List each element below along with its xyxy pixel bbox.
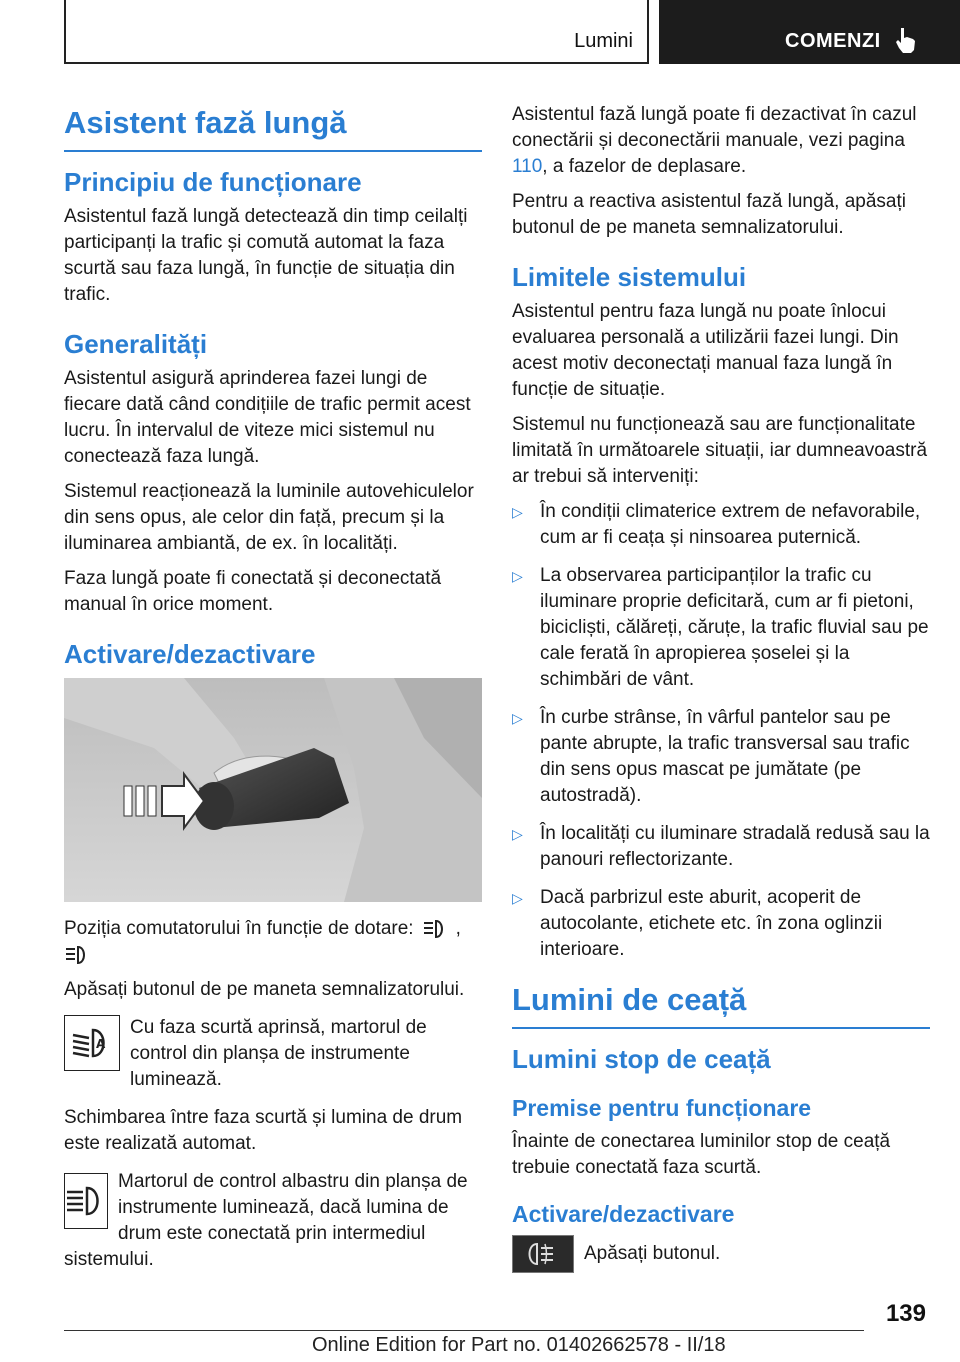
list-item-text: La observarea participanților la trafic cu iluminare proprie deficitară, cum ar fi pietoni, bicicliști, călăreți, căruțe, la trafic fluvial sau pe cale ferată în apropierea șoselei și la schimbări de vânt.	[540, 565, 929, 690]
paragraph-generalitati-2: Sistemul reacționează la luminile autovehiculelor din sens opus, ale celor din față, precum și la iluminarea ambiantă, de ex. în localități.	[64, 481, 474, 554]
paragraph-apasati-buton	[512, 1235, 930, 1273]
paragraph-premise: Înainte de conectarea luminilor stop de ceață trebuie conectată faza scurtă.	[512, 1131, 891, 1178]
paragraph-principiu: Asistentul fază lungă detectează din timp ceilalți participanți la trafic și comută automat la faza scurtă sau faza lungă, în funcție de situația din trafic.	[64, 206, 468, 305]
pozitia-separator: ,	[455, 918, 461, 939]
dezactivare-text-end: , a fazelor de deplasare.	[542, 156, 747, 177]
note-low-beam-text: Cu faza scurtă aprinsă, martorul de control din planșa de instrumente luminează.	[130, 1017, 427, 1090]
footer-divider	[64, 1330, 864, 1331]
list-item-text: În curbe strânse, în vârful pantelor sau pe pante abrupte, la trafic transversal sau trafic din sens opus mascat pe jumătate (pe autostradă).	[540, 707, 910, 806]
paragraph-pozitia	[64, 916, 482, 968]
rear-fog-light-button-icon[interactable]	[512, 1235, 574, 1273]
paragraph-reactiva: Pentru a reactiva asistentul fază lungă, apăsați butonul de pe maneta semnalizatorului.	[512, 191, 906, 238]
paragraph-generalitati-1: Asistentul asigură aprinderea fazei lungi de fiecare dată când condițiile de trafic permit acest lucru. În intervalul de viteze mici sistemul nu conectează faza lungă.	[64, 368, 471, 467]
note-high-beam-indicator	[64, 1169, 482, 1273]
dezactivare-text: Asistentul fază lungă poate fi dezactivat în cazul conectării și deconectării manuale, vezi pagina	[512, 104, 917, 151]
heading-generalitati: Generalități	[64, 329, 208, 359]
bullet-triangle-icon: ▷	[512, 890, 523, 906]
pozitia-text: Poziția comutatorului în funcție de dotare:	[64, 918, 414, 939]
bullet-triangle-icon: ▷	[512, 710, 523, 726]
heading-activare-ceata: Activare/dezactivare	[512, 1201, 735, 1227]
header-tab-label[interactable]: COMENZI	[785, 30, 881, 52]
header-tab-box[interactable]	[659, 0, 960, 64]
heading-principiu: Principiu de funcționare	[64, 167, 362, 197]
list-item	[512, 563, 930, 693]
bullet-triangle-icon: ▷	[512, 826, 523, 842]
turn-signal-lever-photo	[64, 678, 482, 902]
note-low-beam-indicator	[64, 1015, 482, 1093]
left-column	[64, 100, 482, 1285]
high-beam-assist-alt-icon	[64, 944, 90, 966]
heading-lumini-ceata: Lumini de ceață	[512, 977, 930, 1029]
paragraph-schimbarea: Schimbarea între faza scurtă și lumina de drum este realizată automat.	[64, 1107, 463, 1154]
paragraph-apasati: Apăsați butonul de pe maneta semnalizatorului.	[64, 979, 465, 1000]
header-section-title[interactable]: Lumini	[574, 30, 633, 52]
heading-limitele: Limitele sistemului	[512, 262, 747, 292]
page-link-110[interactable]: 110	[512, 156, 543, 177]
high-beam-indicator-icon	[64, 1173, 108, 1229]
paragraph-limitele-2: Sistemul nu funcționează sau are funcționalitate limitată în următoarele situații, iar dumneavoastră ar trebui să interveniți:	[512, 414, 928, 487]
heading-activare: Activare/dezactivare	[64, 639, 316, 669]
page-title: Asistent fază lungă	[64, 100, 482, 152]
paragraph-dezactivare	[512, 102, 930, 180]
note-high-beam-text: Martorul de control albastru din planșa de instrumente luminează, dacă lumina de drum este conectată prin intermediul sistemului.	[64, 1171, 468, 1270]
paragraph-limitele-1: Asistentul pentru faza lungă nu poate înlocui evaluarea personală a utilizării fazei lungi. Din acest motiv deconectați manual faza lungă în funcție de situație.	[512, 301, 899, 400]
high-beam-assist-icon	[422, 918, 448, 940]
list-item	[512, 499, 930, 551]
list-item	[512, 821, 930, 873]
list-item	[512, 705, 930, 809]
header-section-box	[64, 0, 649, 64]
list-item-text: În localități cu iluminare stradală redusă sau la panouri reflectorizante.	[540, 823, 930, 870]
paragraph-generalitati-3: Faza lungă poate fi conectată și deconectată manual în orice moment.	[64, 568, 442, 615]
svg-text:A: A	[96, 1037, 106, 1051]
bullet-triangle-icon: ▷	[512, 568, 523, 584]
heading-premise: Premise pentru funcționare	[512, 1095, 812, 1121]
heading-lumini-stop: Lumini stop de ceață	[512, 1044, 771, 1074]
apasati-buton-text: Apăsați butonul.	[584, 1243, 721, 1265]
page-number: 139	[885, 1300, 926, 1327]
list-item-text: Dacă parbrizul este aburit, acoperit de autocolante, etichete etc. în zona oglinzii interioare.	[540, 887, 883, 960]
footer-edition: Online Edition for Part no. 01402662578 - II/18	[312, 1334, 726, 1356]
bullet-triangle-icon: ▷	[512, 504, 523, 520]
limitations-list	[512, 499, 930, 963]
pointing-hand-icon	[894, 26, 918, 54]
list-item	[512, 885, 930, 963]
right-column	[512, 100, 930, 1282]
list-item-text: În condiții climaterice extrem de nefavorabile, cum ar fi ceața și ninsoarea puternică.	[540, 501, 921, 548]
low-beam-assist-indicator-icon	[64, 1015, 120, 1071]
